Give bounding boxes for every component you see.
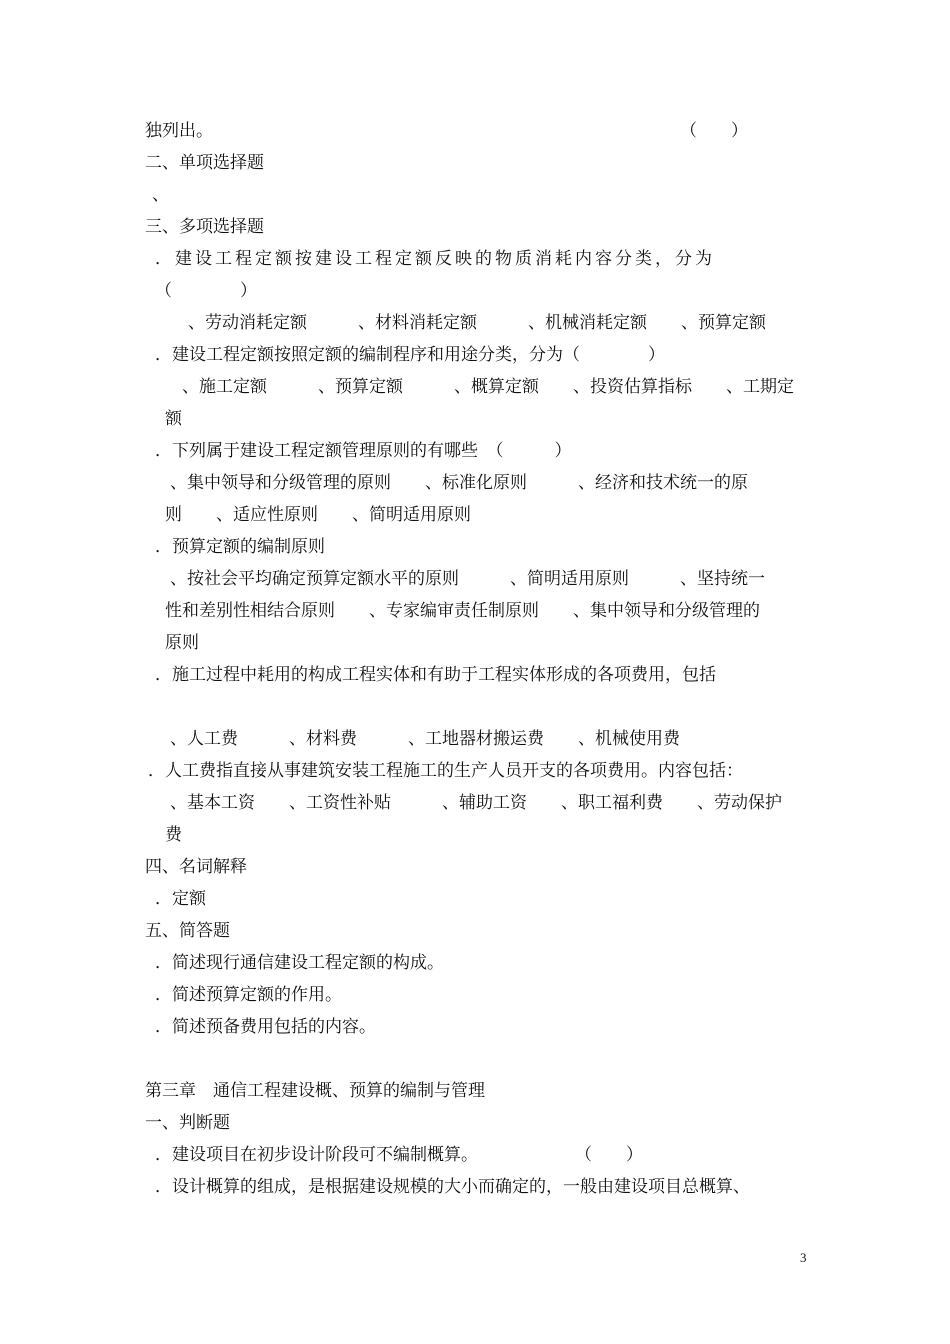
section-heading: 五、简答题: [145, 921, 230, 941]
chapter-heading: 第三章 通信工程建设概、预算的编制与管理: [145, 1081, 485, 1101]
options-line: 、施工定额 、预算定额 、概算定额 、投资估算指标 、工期定: [182, 377, 794, 397]
answer-blank: （ ）: [575, 1145, 643, 1165]
text-line: 独列出。: [145, 121, 213, 141]
question-text: ．施工过程中耗用的构成工程实体和有助于工程实体形成的各项费用，包括: [155, 665, 716, 685]
question-text: ．预算定额的编制原则: [155, 537, 325, 557]
options-line: 费: [165, 825, 182, 845]
question-text: ．建设工程定额按照定额的编制程序和用途分类，分为（ ）: [155, 345, 665, 365]
options-line: 则 、适应性原则 、简明适用原则: [165, 505, 471, 525]
question-text: ．简述预备费用包括的内容。: [155, 1017, 376, 1037]
text-line: 、: [152, 185, 169, 205]
section-heading: 三、多项选择题: [145, 217, 264, 237]
question-text: ．定额: [155, 889, 206, 909]
section-heading: 四、名词解释: [145, 857, 247, 877]
question-text: ．设计概算的组成，是根据建设规模的大小而确定的，一般由建设项目总概算、: [155, 1177, 750, 1197]
options-line: 性和差别性相结合原则 、专家编审责任制原则 、集中领导和分级管理的: [165, 601, 760, 621]
question-text: ．建设项目在初步设计阶段可不编制概算。: [155, 1145, 478, 1165]
options-line: 额: [165, 409, 182, 429]
options-line: 原则: [165, 633, 199, 653]
question-text: ．简述预算定额的作用。: [155, 985, 342, 1005]
answer-blank: （ ）: [155, 281, 257, 301]
options-line: 、劳动消耗定额 、材料消耗定额 、机械消耗定额 、预算定额: [188, 313, 766, 333]
options-line: 、集中领导和分级管理的原则 、标准化原则 、经济和技术统一的原: [170, 473, 748, 493]
page-number: 3: [800, 1250, 807, 1265]
question-text: ．建设工程定额按建设工程定额反映的物质消耗内容分类，分为: [155, 249, 715, 269]
question-text: ．人工费指直接从事建筑安装工程施工的生产人员开支的各项费用。内容包括：: [148, 761, 743, 781]
section-heading: 二、单项选择题: [145, 153, 264, 173]
section-heading: 一、判断题: [145, 1113, 230, 1133]
options-line: 、人工费 、材料费 、工地器材搬运费 、机械使用费: [170, 729, 680, 749]
answer-blank: （ ）: [680, 121, 748, 141]
options-line: 、按社会平均确定预算定额水平的原则 、简明适用原则 、坚持统一: [170, 569, 765, 589]
question-text: ．下列属于建设工程定额管理原则的有哪些 （ ）: [155, 441, 572, 461]
question-text: ．简述现行通信建设工程定额的构成。: [155, 953, 444, 973]
options-line: 、基本工资 、工资性补贴 、辅助工资 、职工福利费 、劳动保护: [170, 793, 782, 813]
